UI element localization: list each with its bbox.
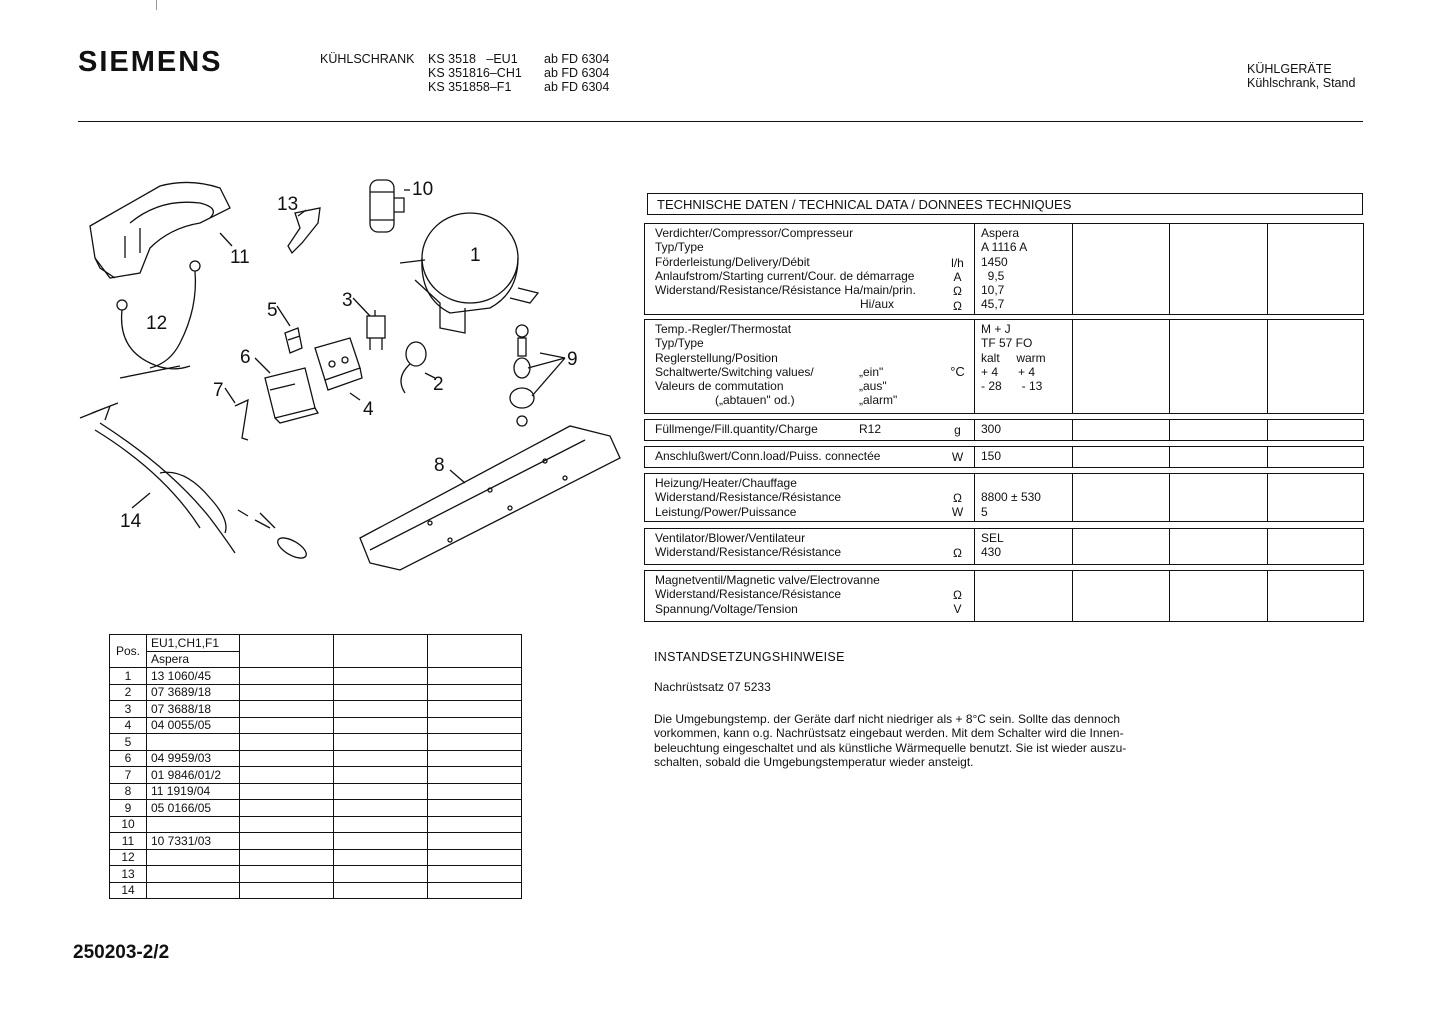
empty-cell xyxy=(240,684,334,701)
empty-cell xyxy=(1073,420,1170,440)
refrigerant: R12 xyxy=(859,422,882,436)
part-number-cell: 11 1919/04 xyxy=(147,783,240,800)
empty-cell xyxy=(1170,447,1268,467)
row-label: Typ/Type xyxy=(655,240,704,255)
part-fasteners xyxy=(510,325,534,426)
empty-cell xyxy=(428,734,522,751)
callout-number: 4 xyxy=(363,399,374,420)
pos-cell: 9 xyxy=(110,800,147,817)
heater-values xyxy=(976,474,1073,521)
valve-block xyxy=(644,570,1364,622)
value: + 4 + 4 xyxy=(981,364,1036,379)
part-mounting-rail xyxy=(360,426,620,570)
row-label-text: („abtauen" od.) xyxy=(715,393,795,408)
callout-number: 10 xyxy=(412,179,434,200)
thermostat-values xyxy=(976,320,1073,413)
empty-cell xyxy=(240,767,334,784)
notes-line: Die Umgebungstemp. der Geräte darf nicht niedriger als + 8°C sein. Sollte das dennoch xyxy=(654,712,1121,726)
pos-cell: 2 xyxy=(110,684,147,701)
empty-cell xyxy=(334,635,428,668)
callout-number: 13 xyxy=(277,194,299,215)
unit-label: Ω xyxy=(953,491,962,505)
pos-cell: 14 xyxy=(110,882,147,899)
part-cable-connector xyxy=(401,342,426,393)
empty-cell xyxy=(334,684,428,701)
table-row xyxy=(110,783,522,800)
empty-cell xyxy=(240,866,334,883)
empty-cell xyxy=(240,783,334,800)
value: 430 xyxy=(981,545,1002,560)
part-number-cell: 05 0166/05 xyxy=(147,800,240,817)
row-label xyxy=(655,422,974,436)
model-row xyxy=(320,66,609,80)
empty-cell xyxy=(428,816,522,833)
row-label: Hi/aux xyxy=(860,297,895,312)
row-label: Heizung/Heater/Chauffage xyxy=(655,476,797,490)
row-label: Typ/Type xyxy=(655,336,704,351)
callout-number: 1 xyxy=(470,245,481,266)
table-row xyxy=(110,684,522,701)
table-row xyxy=(110,866,522,883)
notes-heading: INSTANDSETZUNGSHINWEISE xyxy=(654,650,845,664)
heater-labels xyxy=(645,474,975,521)
model-number: KS 351816–CH1 xyxy=(428,66,522,80)
from-serial: ab FD 6304 xyxy=(544,52,610,66)
row-label: Widerstand/Resistance/Résistance xyxy=(655,490,842,505)
value: 45,7 xyxy=(981,297,1005,312)
table-header-row xyxy=(110,635,522,652)
valve-labels xyxy=(645,571,975,621)
part-number-cell xyxy=(147,849,240,866)
empty-cell xyxy=(1073,224,1170,314)
empty-cell xyxy=(334,816,428,833)
unit-label: Ω xyxy=(953,284,962,298)
callout-number: 6 xyxy=(240,347,251,368)
callout-number: 8 xyxy=(434,455,445,476)
model-number: KS 3518 –EU1 xyxy=(428,52,518,66)
model-row xyxy=(320,52,609,66)
empty-cell xyxy=(334,783,428,800)
part-number-cell xyxy=(147,866,240,883)
empty-cell xyxy=(1170,529,1268,564)
empty-cell xyxy=(428,668,522,685)
product-label xyxy=(320,80,428,94)
empty-cell xyxy=(240,800,334,817)
value: M + J xyxy=(981,322,1011,336)
conn-value xyxy=(976,447,1073,467)
switch-state: „aus" xyxy=(859,379,887,394)
table-row xyxy=(110,668,522,685)
empty-cell xyxy=(428,849,522,866)
empty-cell xyxy=(1073,571,1170,621)
from-serial: ab FD 6304 xyxy=(544,66,610,80)
table-row xyxy=(110,701,522,718)
table-row xyxy=(110,717,522,734)
part-number-cell xyxy=(147,816,240,833)
unit-label: W xyxy=(951,450,964,464)
callout-number: 12 xyxy=(146,313,168,334)
unit-label: Ω xyxy=(953,546,962,560)
product-label xyxy=(320,66,428,80)
unit-label: Ω xyxy=(953,588,962,602)
empty-cell xyxy=(428,866,522,883)
switch-state: „alarm" xyxy=(859,393,898,408)
empty-cell xyxy=(240,635,334,668)
row-label: Anlaufstrom/Starting current/Cour. de démarrage xyxy=(655,268,915,283)
pos-cell: 1 xyxy=(110,668,147,685)
row-label: Verdichter/Compressor/Compresseur xyxy=(655,226,854,240)
table-row xyxy=(110,734,522,751)
notes-line: schalten, sobald die Umgebungstemperatur wieder ansteigt. xyxy=(654,754,974,769)
row-label: Spannung/Voltage/Tension xyxy=(655,601,798,616)
empty-cell xyxy=(240,816,334,833)
variant-header: EU1,CH1,F1 xyxy=(147,635,240,652)
value xyxy=(981,476,1072,490)
empty-cell xyxy=(240,833,334,850)
row-label: Förderleistung/Delivery/Débit xyxy=(655,254,810,269)
service-notes xyxy=(654,650,1174,769)
empty-cell xyxy=(334,866,428,883)
compressor-block xyxy=(644,223,1364,315)
value: 8800 ± 530 xyxy=(981,490,1041,505)
table-row xyxy=(110,767,522,784)
row-label: Leistung/Power/Puissance xyxy=(655,504,797,519)
empty-cell xyxy=(1170,224,1268,314)
row-label xyxy=(655,393,974,407)
category xyxy=(1247,62,1355,90)
diagram-svg xyxy=(70,168,630,588)
part-bracket xyxy=(235,400,248,440)
pos-cell: 13 xyxy=(110,866,147,883)
empty-cell xyxy=(240,734,334,751)
brand-logo: SIEMENS xyxy=(78,46,223,78)
unit-label: Ω xyxy=(953,299,962,313)
unit-label: °C xyxy=(950,364,965,379)
pos-cell: 11 xyxy=(110,833,147,850)
empty-cell xyxy=(1170,320,1268,413)
part-number-cell: 10 7331/03 xyxy=(147,833,240,850)
notes-line: vorkommen, kann o.g. Nachrüstsatz eingebaut werden. Mit dem Schalter wird die Innen- xyxy=(654,726,1124,741)
value: TF 57 FO xyxy=(981,336,1033,351)
empty-cell xyxy=(334,833,428,850)
callout-number: 5 xyxy=(267,300,278,321)
part-cable xyxy=(80,403,309,562)
valve-values xyxy=(976,571,1073,621)
conn-label xyxy=(645,447,975,467)
empty-cell xyxy=(1073,474,1170,521)
thermostat-block xyxy=(644,319,1364,414)
empty-cell xyxy=(334,717,428,734)
empty-cell xyxy=(428,750,522,767)
row-label xyxy=(655,365,974,379)
empty-cell xyxy=(428,882,522,899)
row-label: Widerstand/Resistance/Résistance Ha/main/prin. xyxy=(655,283,916,298)
empty-cell xyxy=(1170,571,1268,621)
callout-number: 3 xyxy=(342,290,353,311)
notes-line: beleuchtung eingeschaltet und als künstliche Wärmequelle benutzt. Sie ist wieder auszu- xyxy=(654,740,1127,755)
empty-cell xyxy=(240,701,334,718)
callout-number: 7 xyxy=(213,380,224,401)
part-number-cell: 04 0055/05 xyxy=(147,717,240,734)
category-title: KÜHLGERÄTE xyxy=(1247,62,1332,76)
empty-cell xyxy=(1170,474,1268,521)
value: 10,7 xyxy=(981,283,1005,298)
row-label: Magnetventil/Magnetic valve/Electrovanne xyxy=(655,573,880,587)
unit-label: W xyxy=(951,505,964,519)
heater-block xyxy=(644,473,1364,522)
unit-label: A xyxy=(953,270,962,284)
blower-values xyxy=(976,529,1073,564)
part-number-cell: 01 9846/01/2 xyxy=(147,767,240,784)
product-label: KÜHLSCHRANK xyxy=(320,52,415,66)
row-label: Widerstand/Resistance/Résistance xyxy=(655,545,842,560)
part-overload xyxy=(265,368,318,423)
part-compressor xyxy=(400,213,538,333)
unit-label: V xyxy=(953,602,962,616)
empty-cell xyxy=(334,849,428,866)
empty-cell xyxy=(240,849,334,866)
row-label: Reglerstellung/Position xyxy=(655,350,778,365)
callout-number: 2 xyxy=(433,374,444,395)
unit-label: g xyxy=(954,423,961,437)
table-row xyxy=(110,833,522,850)
empty-cell xyxy=(240,668,334,685)
part-drip-tray xyxy=(90,182,230,278)
callout-number: 11 xyxy=(230,247,250,268)
empty-cell xyxy=(428,783,522,800)
empty-cell xyxy=(240,717,334,734)
empty-cell xyxy=(428,833,522,850)
row-label: Widerstand/Resistance/Résistance xyxy=(655,587,842,602)
retrofit-kit: Nachrüstsatz 07 5233 xyxy=(654,680,771,694)
thermostat-labels xyxy=(645,320,975,413)
pos-header: Pos. xyxy=(110,635,147,668)
value: 300 xyxy=(981,422,1002,436)
empty-cell xyxy=(334,882,428,899)
parts-table xyxy=(109,634,522,899)
empty-cell xyxy=(240,750,334,767)
part-number-cell: 04 9959/03 xyxy=(147,750,240,767)
value: kalt warm xyxy=(981,350,1046,365)
compressor-values xyxy=(976,224,1073,314)
row-label: Temp.-Regler/Thermostat xyxy=(655,322,792,336)
part-number-cell: 07 3689/18 xyxy=(147,684,240,701)
pos-cell: 6 xyxy=(110,750,147,767)
table-row xyxy=(110,816,522,833)
part-number-cell: 13 1060/45 xyxy=(147,668,240,685)
row-label: Ventilator/Blower/Ventilateur xyxy=(655,531,806,545)
empty-cell xyxy=(334,767,428,784)
value: SEL xyxy=(981,531,1004,545)
table-row xyxy=(110,882,522,899)
category-subtitle: Kühlschrank, Stand xyxy=(1247,76,1356,90)
table-row xyxy=(110,800,522,817)
part-number-cell: 07 3688/18 xyxy=(147,701,240,718)
empty-cell xyxy=(1073,320,1170,413)
pos-cell: 10 xyxy=(110,816,147,833)
value: 9,5 xyxy=(981,268,1005,283)
part-capacitor xyxy=(370,180,404,232)
row-label: Anschlußwert/Conn.load/Puiss. connectée xyxy=(655,449,881,463)
scan-mark xyxy=(156,0,157,10)
unit-label: l/h xyxy=(951,256,964,270)
fill-label xyxy=(645,420,975,440)
empty-cell xyxy=(334,701,428,718)
pos-cell: 3 xyxy=(110,701,147,718)
empty-cell xyxy=(428,767,522,784)
part-number-cell xyxy=(147,882,240,899)
empty-cell xyxy=(428,800,522,817)
empty-cell xyxy=(240,882,334,899)
connected-load-block xyxy=(644,446,1364,468)
document-number: 250203-2/2 xyxy=(73,942,170,963)
model-row xyxy=(320,80,609,94)
row-label xyxy=(655,379,974,393)
empty-cell xyxy=(428,635,522,668)
switch-state: „ein" xyxy=(859,364,884,379)
pos-cell: 8 xyxy=(110,783,147,800)
part-terminal xyxy=(285,328,302,353)
fill-quantity-block xyxy=(644,419,1364,441)
value: Aspera xyxy=(981,226,1020,240)
callout-number: 14 xyxy=(120,511,142,532)
value: 1450 xyxy=(981,254,1008,269)
make-header: Aspera xyxy=(147,651,240,668)
blower-labels xyxy=(645,529,975,564)
pos-cell: 5 xyxy=(110,734,147,751)
row-label-text: Füllmenge/Fill.quantity/Charge xyxy=(655,422,818,436)
exploded-parts-diagram xyxy=(70,168,630,588)
empty-cell xyxy=(428,701,522,718)
from-serial: ab FD 6304 xyxy=(544,80,610,94)
blower-block xyxy=(644,528,1364,565)
empty-cell xyxy=(334,750,428,767)
empty-cell xyxy=(1073,529,1170,564)
header-rule xyxy=(78,121,1363,122)
empty-cell xyxy=(428,717,522,734)
table-row xyxy=(110,849,522,866)
empty-cell xyxy=(1073,447,1170,467)
tech-data-title: TECHNISCHE DATEN / TECHNICAL DATA / DONNEES TECHNIQUES xyxy=(647,193,1363,215)
value: - 28 - 13 xyxy=(981,379,1043,394)
empty-cell xyxy=(334,668,428,685)
pos-cell: 4 xyxy=(110,717,147,734)
notes-paragraph xyxy=(654,712,1174,769)
model-list xyxy=(320,52,609,94)
empty-cell xyxy=(428,684,522,701)
fill-value xyxy=(976,420,1073,440)
value: 150 xyxy=(981,449,1002,463)
value: 5 xyxy=(981,504,988,519)
empty-cell xyxy=(1170,420,1268,440)
callout-number: 9 xyxy=(567,349,578,370)
pos-cell: 7 xyxy=(110,767,147,784)
empty-cell xyxy=(334,800,428,817)
leader-lines xyxy=(132,190,565,508)
table-row xyxy=(110,750,522,767)
row-label-text: Schaltwerte/Switching values/ xyxy=(655,364,814,379)
empty-cell xyxy=(334,734,428,751)
value: A 1116 A xyxy=(981,240,1028,255)
row-label-text: Valeurs de commutation xyxy=(655,379,784,394)
pos-cell: 12 xyxy=(110,849,147,866)
compressor-labels xyxy=(645,224,975,314)
part-relay-box xyxy=(315,338,362,390)
model-number: KS 351858–F1 xyxy=(428,80,512,94)
part-number-cell xyxy=(147,734,240,751)
